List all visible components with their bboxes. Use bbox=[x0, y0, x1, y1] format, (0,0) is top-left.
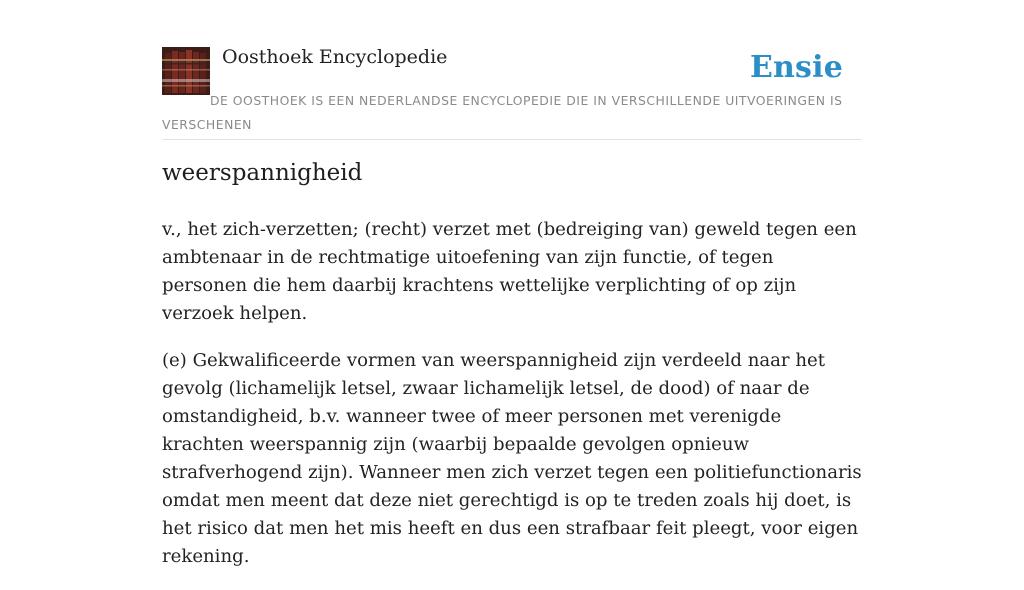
ensie-logo[interactable]: Ensie bbox=[749, 50, 843, 85]
content-column bbox=[162, 0, 862, 567]
article-body bbox=[162, 216, 862, 590]
publication-avatar[interactable] bbox=[162, 47, 210, 95]
publication-name[interactable]: Oosthoek Encyclopedie bbox=[222, 46, 448, 68]
article-title: weerspannigheid bbox=[162, 160, 363, 186]
article-paragraph: v., het zich-verzetten; (recht) verzet met (bedreiging van) geweld tegen een ambtenaar in de rechtmatige uitoefening van zijn functie, of tegen personen die hem daarbij krachtens wettelijke verplichting of op zijn verzoek helpen. bbox=[162, 219, 857, 324]
article-paragraph: (e) Gekwalificeerde vormen van weerspannigheid zijn verdeeld naar het gevolg (lichamelijk letsel, zwaar lichamelijk letsel, de dood) of naar de omstandigheid, b.v. wanneer twee of meer personen met verenigde krachten weerspannig zijn (waarbij bepaalde gevolgen opnieuw strafverhogend zijn). Wanneer men zich verzet tegen een politiefunctionaris omdat men meent dat deze niet gerechtigd is op te treden zoals hij doet, is het risico dat men het mis heeft en dus een strafbaar feit pleegt, voor eigen rekening. bbox=[162, 350, 862, 567]
publication-header bbox=[162, 0, 862, 140]
book-spines-icon bbox=[162, 47, 210, 95]
publication-tagline: DE OOSTHOEK IS EEN NEDERLANDSE ENCYCLOPEDIE DIE IN VERSCHILLENDE UITVOERINGEN IS VERSCHENEN bbox=[162, 93, 843, 132]
